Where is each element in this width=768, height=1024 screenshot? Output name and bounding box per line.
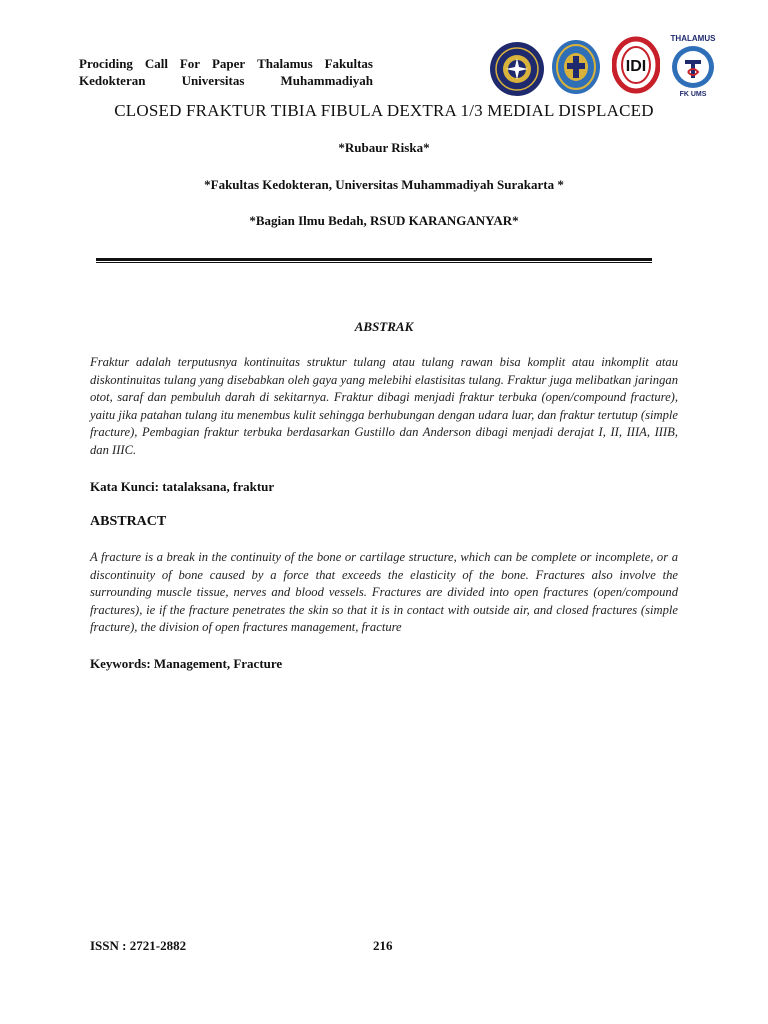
title-divider xyxy=(96,258,652,261)
university-seal-icon xyxy=(488,40,546,98)
idi-logo-icon xyxy=(612,36,660,94)
svg-text:IDI: IDI xyxy=(625,58,647,75)
abstrak-heading: ABSTRAK xyxy=(354,319,414,334)
abstract-paragraph: A fracture is a break in the continuity of the bone or cartilage structure, which can be complete or incomplete, or a discontinuity of bone caused by a force that exceeds the elasticity of the bone. Fractures also involve the surrounding muscle tissue, nerves and blood vessels. Fractures are divided into open fractures (open/compound fractures), ie if the fracture penetrates the skin so that it is in contact with outside air, and closed fractures (simple fracture), the division of open fractures management, fracture xyxy=(90,550,678,635)
keywords-line: Keywords: Management, Fracture xyxy=(90,656,283,671)
affiliation-line-2: *Bagian Ilmu Bedah, RSUD KARANGANYAR* xyxy=(249,213,519,228)
issn-label: ISSN : 2721-2882 xyxy=(90,938,187,953)
header-line-2: Kedokteran Universitas Muhammadiyah xyxy=(79,73,373,88)
author-line: *Rubaur Riska* xyxy=(338,140,430,155)
svg-text:THALAMUS: THALAMUS xyxy=(670,34,716,43)
header-line-1: Prociding Call For Paper Thalamus Fakultas xyxy=(79,56,373,71)
article-title: CLOSED FRAKTUR TIBIA FIBULA DEXTRA 1/3 MEDIAL DISPLACED xyxy=(114,101,654,120)
abstrak-paragraph: Fraktur adalah terputusnya kontinuitas struktur tulang atau tulang rawan bisa komplit atau inkomplit atau diskontinuitas tulang yang disebabkan oleh gaya yang melebihi elastisitas tulang. Fraktur juga melibatkan jaringan otot, saraf dan pembuluh darah di sekitarnya. Fraktur dibagi menjadi fraktur terbuka (open/compound fracture), yaitu jika patahan tulang itu menembus kulit sehingga berhubungan dengan udara luar, dan fraktur tertutup (simple fracture), Pembagian fraktur terbuka berdasarkan Gustillo dan Anderson dibagi menjadi derajat I, II, IIIA, IIIB, dan IIIC. xyxy=(90,355,678,457)
header-logos xyxy=(488,32,718,100)
kata-kunci: Kata Kunci: tatalaksana, fraktur xyxy=(90,479,275,494)
thalamus-logo-icon xyxy=(668,32,718,98)
proceedings-header xyxy=(79,55,373,89)
title-divider-thin xyxy=(96,262,652,263)
affiliation-line-1: *Fakultas Kedokteran, Universitas Muhammadiyah Surakarta * xyxy=(204,177,564,192)
abstract-heading: ABSTRACT xyxy=(90,514,167,529)
page-number: 216 xyxy=(373,938,393,953)
faculty-seal-icon xyxy=(550,38,602,96)
svg-text:FK UMS: FK UMS xyxy=(679,91,707,98)
